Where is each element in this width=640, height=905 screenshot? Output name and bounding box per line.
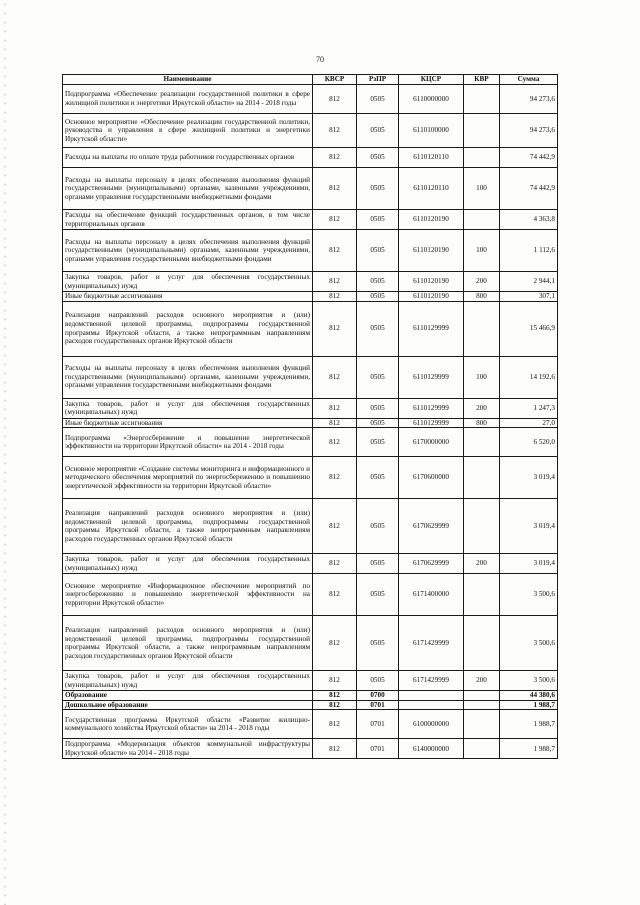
cell-kcsr: 6170000000 [399,428,464,457]
cell-sum: 27,0 [500,418,558,428]
cell-kcsr: 6171429999 [399,671,464,691]
cell-sum: 1 988,7 [500,710,558,739]
cell-kvr: 100 [464,356,500,398]
cell-kvsr: 812 [313,739,357,759]
cell-kcsr [399,700,464,710]
cell-name: Расходы на выплаты персоналу в целях обеспечения выполнения функций государственными (муниципальными) органами, казенными учреждениями, органами управления государственными внебюджетными фондами [63,168,313,210]
cell-kvr [464,691,500,701]
table-row [63,691,558,701]
cell-kvsr: 812 [313,114,357,148]
header-rzpr: РзПР [357,75,399,85]
cell-rzpr: 0505 [357,671,399,691]
cell-kvr [464,710,500,739]
cell-name: Закупка товаров, работ и услуг для обеспечения государственных (муниципальных) нужд [63,272,313,292]
cell-rzpr: 0505 [357,168,399,210]
cell-sum: 6 520,0 [500,428,558,457]
cell-sum: 307,1 [500,292,558,302]
table-body [63,85,558,759]
cell-name: Подпрограмма «Модернизация объектов коммунальной инфраструктуры Иркутской области» на 2014 - 2018 годы [63,739,313,759]
cell-kcsr: 6170600000 [399,457,464,499]
cell-kcsr: 6170629999 [399,499,464,554]
cell-kcsr: 6110129999 [399,418,464,428]
cell-kvsr: 812 [313,292,357,302]
cell-name: Иные бюджетные ассигнования [63,292,313,302]
cell-kvsr: 812 [313,428,357,457]
cell-kvr [464,499,500,554]
cell-name: Реализация направлений расходов основного мероприятия и (или) ведомственной целевой программы, подпрограммы государственной программы Иркутской области, а также непрограммным направлениям расходов государственных органов Иркутской области [63,301,313,356]
page-number: 70 [316,55,324,64]
cell-kcsr: 6140000000 [399,739,464,759]
cell-kvsr: 812 [313,230,357,272]
cell-kvr [464,700,500,710]
cell-rzpr: 0505 [357,356,399,398]
cell-kvr [464,428,500,457]
table-row [63,574,558,616]
cell-sum: 2 944,1 [500,272,558,292]
cell-kcsr: 6110129999 [399,398,464,418]
cell-rzpr: 0505 [357,574,399,616]
cell-name: Расходы на выплаты персоналу в целях обеспечения выполнения функций государственными (муниципальными) органами, казенными учреждениями, органами управления государственными внебюджетными фондами [63,230,313,272]
table-row [63,398,558,418]
cell-name: Дошкольное образование [63,700,313,710]
cell-kcsr: 6100000000 [399,710,464,739]
cell-rzpr: 0700 [357,691,399,701]
cell-kcsr: 6171429999 [399,616,464,671]
cell-rzpr: 0505 [357,428,399,457]
cell-kcsr: 6110120190 [399,230,464,272]
cell-sum: 1 247,3 [500,398,558,418]
cell-sum: 3 500,6 [500,574,558,616]
cell-kvr: 200 [464,554,500,574]
cell-kvsr: 812 [313,700,357,710]
cell-sum: 4 363,8 [500,210,558,230]
cell-kvr: 200 [464,398,500,418]
cell-name: Закупка товаров, работ и услуг для обеспечения государственных (муниципальных) нужд [63,398,313,418]
cell-sum: 94 273,6 [500,85,558,114]
table-row [63,114,558,148]
table-row [63,301,558,356]
cell-kvr [464,739,500,759]
cell-kvr: 200 [464,671,500,691]
cell-kcsr: 6110100000 [399,114,464,148]
table-row [63,739,558,759]
cell-kcsr: 6110120190 [399,210,464,230]
cell-rzpr: 0505 [357,148,399,168]
cell-name: Расходы на обеспечение функций государственных органов, в том числе территориальных органов [63,210,313,230]
cell-name: Закупка товаров, работ и услуг для обеспечения государственных (муниципальных) нужд [63,554,313,574]
cell-kvsr: 812 [313,671,357,691]
cell-sum: 1 112,6 [500,230,558,272]
cell-kvr [464,148,500,168]
cell-name: Расходы на выплаты персоналу в целях обеспечения выполнения функций государственными (муниципальными) органами, казенными учреждениями, органами управления государственными внебюджетными фондами [63,356,313,398]
cell-sum: 1 988,7 [500,700,558,710]
cell-sum: 94 273,6 [500,114,558,148]
cell-kvsr: 812 [313,457,357,499]
cell-kvsr: 812 [313,398,357,418]
table-row [63,148,558,168]
cell-name: Реализация направлений расходов основного мероприятия и (или) ведомственной целевой программы, подпрограммы государственной программы Иркутской области, а также непрограммным направлениям расходов государственных органов Иркутской области [63,616,313,671]
cell-rzpr: 0701 [357,700,399,710]
table-header-row [63,75,558,85]
cell-rzpr: 0505 [357,301,399,356]
cell-kcsr: 6110120190 [399,292,464,302]
cell-kvr [464,616,500,671]
cell-kvr [464,574,500,616]
cell-kvr: 200 [464,272,500,292]
cell-name: Образование [63,691,313,701]
table-row [63,428,558,457]
cell-sum: 1 988,7 [500,739,558,759]
cell-kvsr: 812 [313,710,357,739]
cell-rzpr: 0505 [357,499,399,554]
cell-name: Подпрограмма «Обеспечение реализации государственной политики в сфере жилищной политики и энергетики Иркутской области» на 2014 - 2018 годы [63,85,313,114]
cell-kvsr: 812 [313,499,357,554]
cell-kvsr: 812 [313,272,357,292]
cell-rzpr: 0505 [357,554,399,574]
cell-rzpr: 0505 [357,398,399,418]
cell-rzpr: 0505 [357,272,399,292]
cell-kvr [464,210,500,230]
cell-sum: 3 019,4 [500,457,558,499]
cell-sum: 74 442,9 [500,168,558,210]
cell-sum: 3 500,6 [500,616,558,671]
cell-rzpr: 0505 [357,616,399,671]
cell-name: Иные бюджетные ассигнования [63,418,313,428]
cell-kvsr: 812 [313,691,357,701]
cell-kcsr: 6110129999 [399,301,464,356]
cell-kcsr [399,691,464,701]
cell-name: Основное мероприятие «Информационное обеспечение мероприятий по энергосбережению и повышению энергетической эффективности на территории Иркутской области» [63,574,313,616]
budget-table [62,74,558,759]
cell-sum: 14 192,6 [500,356,558,398]
cell-sum: 3 500,6 [500,671,558,691]
cell-kvr [464,85,500,114]
scan-edge-dots [3,0,7,905]
table-row [63,554,558,574]
cell-kvsr: 812 [313,418,357,428]
cell-kvr: 100 [464,230,500,272]
cell-kvr: 800 [464,292,500,302]
cell-sum: 74 442,9 [500,148,558,168]
cell-kcsr: 6170629999 [399,554,464,574]
cell-kvr [464,114,500,148]
table-row [63,168,558,210]
cell-rzpr: 0701 [357,710,399,739]
table-row [63,230,558,272]
cell-rzpr: 0505 [357,457,399,499]
cell-kcsr: 6171400000 [399,574,464,616]
cell-rzpr: 0505 [357,230,399,272]
cell-kvsr: 812 [313,210,357,230]
cell-kvr: 100 [464,168,500,210]
cell-rzpr: 0701 [357,739,399,759]
table-row [63,616,558,671]
cell-kvsr: 812 [313,148,357,168]
cell-kvsr: 812 [313,356,357,398]
cell-rzpr: 0505 [357,114,399,148]
cell-name: Государственная программа Иркутской области «Развитие жилищно-коммунального хозяйства Иркутской области» на 2014 - 2018 годы [63,710,313,739]
cell-kvsr: 812 [313,301,357,356]
table-row [63,356,558,398]
cell-name: Подпрограмма «Энергосбережение и повышение энергетической эффективности на территории Иркутской области» на 2014 - 2018 годы [63,428,313,457]
header-kvsr: КВСР [313,75,357,85]
cell-kvsr: 812 [313,554,357,574]
cell-kcsr: 6110120110 [399,148,464,168]
cell-kcsr: 6110129999 [399,356,464,398]
table-row [63,710,558,739]
cell-rzpr: 0505 [357,292,399,302]
header-kcsr: КЦСР [399,75,464,85]
cell-kcsr: 6110120110 [399,168,464,210]
cell-kcsr: 6110000000 [399,85,464,114]
cell-kvr [464,301,500,356]
cell-kvsr: 812 [313,85,357,114]
cell-kvsr: 812 [313,616,357,671]
cell-sum: 44 380,6 [500,691,558,701]
table-row [63,457,558,499]
cell-sum: 3 019,4 [500,554,558,574]
cell-rzpr: 0505 [357,85,399,114]
cell-kvsr: 812 [313,574,357,616]
table-row [63,272,558,292]
cell-name: Закупка товаров, работ и услуг для обеспечения государственных (муниципальных) нужд [63,671,313,691]
header-kvr: КВР [464,75,500,85]
cell-name: Расходы на выплаты по оплате труда работников государственных органов [63,148,313,168]
cell-name: Реализация направлений расходов основного мероприятия и (или) ведомственной целевой программы, подпрограммы государственной программы Иркутской области, а также непрограммным направлениям расходов государственных органов Иркутской области [63,499,313,554]
header-name: Наименование [63,75,313,85]
cell-sum: 3 019,4 [500,499,558,554]
cell-name: Основное мероприятие «Обеспечение реализации государственной политики, руководства и управления в сфере жилищной политики и энергетики Иркутской области» [63,114,313,148]
table-row [63,85,558,114]
header-sum: Сумма [500,75,558,85]
cell-kcsr: 6110120190 [399,272,464,292]
cell-kvsr: 812 [313,168,357,210]
cell-kvr: 800 [464,418,500,428]
table-row [63,700,558,710]
table-row [63,671,558,691]
table-row [63,292,558,302]
cell-rzpr: 0505 [357,418,399,428]
cell-name: Основное мероприятие «Создание системы мониторинга и информационного и методического обеспечения мероприятий по энергосбережению и повышению энергетической эффективности на территории Иркутской области» [63,457,313,499]
table-row [63,418,558,428]
cell-kvr [464,457,500,499]
cell-rzpr: 0505 [357,210,399,230]
cell-sum: 15 466,9 [500,301,558,356]
table-row [63,499,558,554]
table-row [63,210,558,230]
